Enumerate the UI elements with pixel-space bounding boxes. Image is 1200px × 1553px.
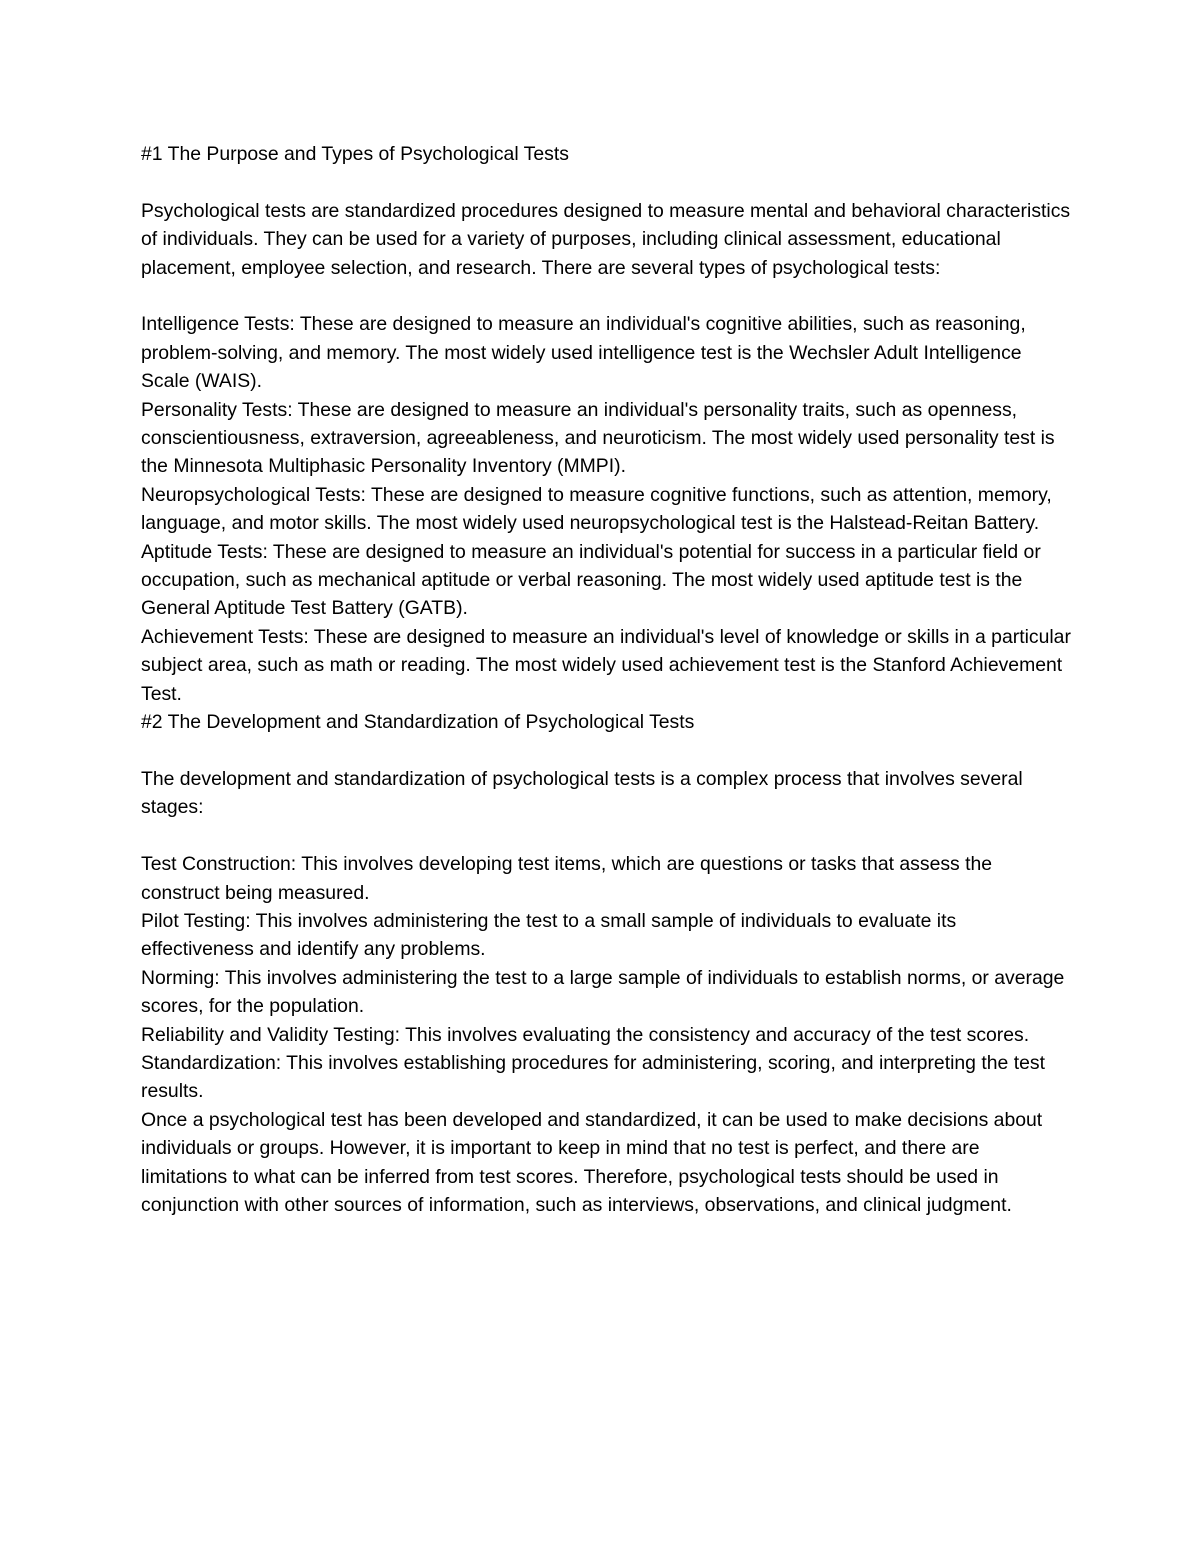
blank-line bbox=[141, 282, 1071, 310]
document-body bbox=[141, 140, 1071, 1219]
stage-norming: Norming: This involves administering the test to a large sample of individuals to establish norms, or average scores, for the population. bbox=[141, 966, 1065, 1018]
stage-reliability-validity: Reliability and Validity Testing: This involves evaluating the consistency and accuracy of the test scores. bbox=[141, 1023, 1030, 1046]
section-2-heading: #2 The Development and Standardization of Psychological Tests bbox=[141, 711, 695, 734]
test-type-personality: Personality Tests: These are designed to measure an individual's personality traits, such as openness, conscientiousness, extraversion, agreeableness, and neuroticism. The most widely used personality test is the Minnesota Multiphasic Personality Inventory (MMPI). bbox=[141, 398, 1055, 478]
stage-standardization: Standardization: This involves establishing procedures for administering, scoring, and interpreting the test results. bbox=[141, 1051, 1045, 1103]
section-2-intro: The development and standardization of psychological tests is a complex process that involves several stages: bbox=[141, 767, 1023, 819]
stage-test-construction: Test Construction: This involves developing test items, which are questions or tasks that assess the construct being measured. bbox=[141, 853, 993, 904]
blank-line bbox=[141, 737, 1071, 765]
blank-line bbox=[141, 168, 1071, 196]
test-type-intelligence: Intelligence Tests: These are designed to measure an individual's cognitive abilities, such as reasoning, problem-solving, and memory. The most widely used intelligence test is the Wechsler Adult Intelligence Scale (WAIS). bbox=[141, 313, 1026, 393]
stage-pilot-testing: Pilot Testing: This involves administering the test to a small sample of individuals to evaluate its effectiveness and identify any problems. bbox=[141, 909, 957, 961]
section-1-heading: #1 The Purpose and Types of Psychological Tests bbox=[141, 143, 569, 165]
section-1-intro: Psychological tests are standardized procedures designed to measure mental and behavioral characteristics of individuals. They can be used for a variety of purposes, including clinical assessment, educational placement, employee selection, and research. There are several types of psychological tests: bbox=[141, 199, 1071, 279]
test-type-achievement: Achievement Tests: These are designed to measure an individual's level of knowledge or skills in a particular subject area, such as math or reading. The most widely used achievement test is the Stanford Achievement Test. bbox=[141, 625, 1071, 705]
blank-line bbox=[141, 822, 1071, 850]
test-type-aptitude: Aptitude Tests: These are designed to measure an individual's potential for success in a particular field or occupation, such as mechanical aptitude or verbal reasoning. The most widely used aptitude test is the General Aptitude Test Battery (GATB). bbox=[141, 540, 1041, 620]
conclusion-paragraph: Once a psychological test has been developed and standardized, it can be used to make decisions about individuals or groups. However, it is important to keep in mind that no test is perfect, and there are limitations to what can be inferred from test scores. Therefore, psychological tests should be used in conjunction with other sources of information, such as interviews, observations, and clinical judgment. bbox=[141, 1108, 1043, 1216]
test-type-neuropsychological: Neuropsychological Tests: These are designed to measure cognitive functions, such as attention, memory, language, and motor skills. The most widely used neuropsychological test is the Halstead-Reitan Battery. bbox=[141, 483, 1052, 535]
